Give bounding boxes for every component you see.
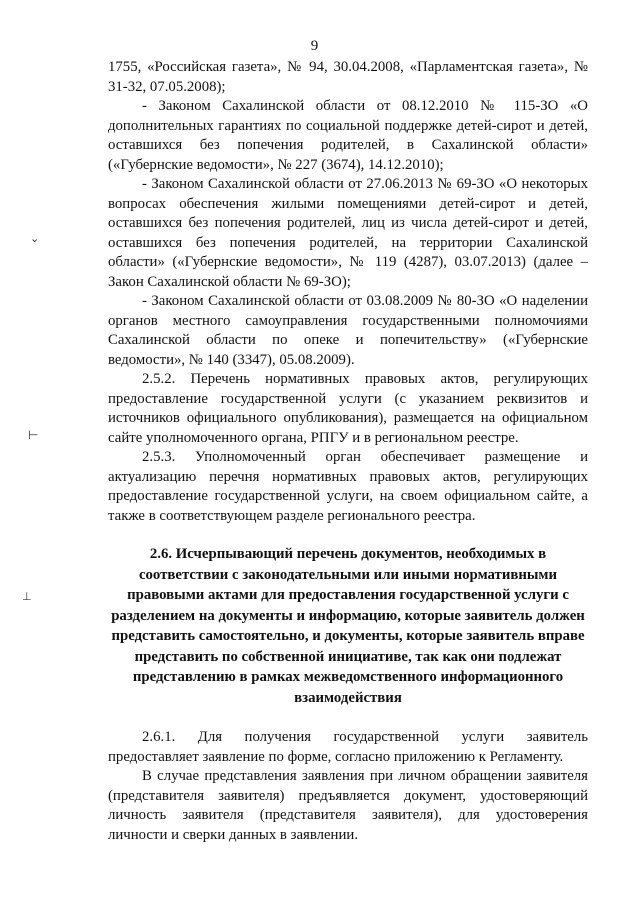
margin-mark: ⊥ xyxy=(22,590,32,603)
paragraph: 2.6.1. Для получения государственной услуги заявитель предоставляет заявление по форме, согласно приложению к Регламенту. xyxy=(108,729,588,765)
page-number: 9 xyxy=(310,38,319,54)
margin-mark: ⌄ xyxy=(30,232,40,245)
paragraph: 2.5.2. Перечень нормативных правовых актов, регулирующих предоставление государственной услуги (с указанием реквизитов и источников официального опубликования), размещается на официальном сайте уполномоченного органа, РПГУ и в региональном реестре. xyxy=(108,371,588,446)
paragraph: В случае представления заявления при личном обращении заявителя (представителя заявителя) предъявляется документ, удостоверяющий личность заявителя (представителя заявителя), для удостоверения личности и сверки данных в заявлении. xyxy=(108,768,588,843)
margin-mark: ⊢ xyxy=(28,428,39,442)
paragraph: - Законом Сахалинской области от 03.08.2009 № 80-ЗО «О наделении органов местного самоуправления государственными полномочиями Сахалинской области по опеке и попечительству» («Губернские ведомости», № 140 (3347), 05.08.2009). xyxy=(108,293,588,368)
paragraph: 2.5.3. Уполномоченный орган обеспечивает размещение и актуализацию перечня нормативных правовых актов, регулирующих предоставление государственной услуги, на своем официальном сайте, а также в соответствующем разделе регионального реестра. xyxy=(108,449,588,524)
section-heading: 2.6. Исчерпывающий перечень документов, необходимых в соответствии с законодательными или иными нормативными правовыми актами для предоставления государственной услуги с разделением на документы и информацию, которые заявитель должен представить самостоятельно, и документы, которые заявитель вправе представить по собственной инициативе, так как они подлежат представлению в рамках межведомственного информационного взаимодействия xyxy=(111,546,585,706)
paragraph: 1755, «Российская газета», № 94, 30.04.2008, «Парламентская газета», № 31-32, 07.05.2008); xyxy=(108,59,588,95)
paragraph: - Законом Сахалинской области от 08.12.2010 № 115-ЗО «О дополнительных гарантиях по социальной поддержке детей-сирот и детей, оставшихся без попечения родителей, в Сахалинской области» («Губернские ведомости», № 227 (3674), 14.12.2010); xyxy=(108,98,588,173)
paragraph: - Законом Сахалинской области от 27.06.2013 № 69-ЗО «О некоторых вопросах обеспечения жилыми помещениями детей-сирот и детей, оставшихся без попечения родителей, лиц из числа детей-сирот и детей, оставшихся без попечения родителей, на территории Сахалинской области» («Губернские ведомости», № 119 (4287), 03.07.2013) (далее – Закон Сахалинской области № 69-ЗО); xyxy=(108,176,588,290)
document-body xyxy=(108,58,588,845)
